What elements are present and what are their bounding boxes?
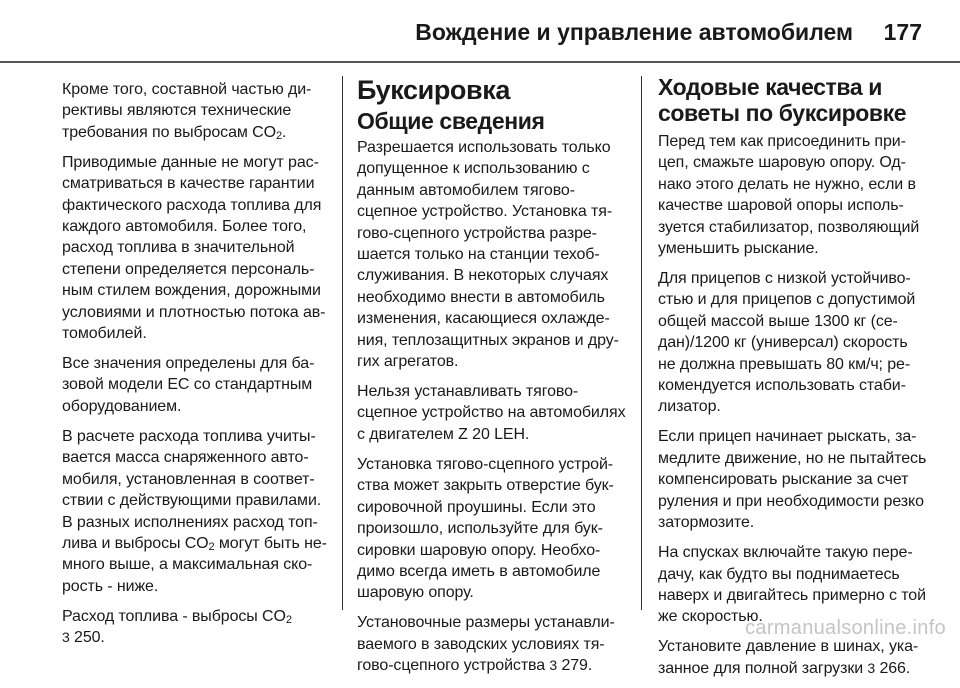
paragraph: Расход топлива - выбросы $CO_2$ [62,607,292,626]
arrow-icon[interactable]: 3 [867,659,876,676]
arrow-icon[interactable]: 3 [549,657,558,674]
paragraph: Разрешается использовать только допущенное к использованию с данным автомобилем тяговосцепное устройство. Установка тягово-сцепного устройства разрешается только на станции техобслуживания. В некоторых случаях необходимо внести в автомобиль изменения, касающиеся охлаждения, теплозащитных экранов и других агрегатов. [357,139,619,371]
paragraph: На спусках включайте такую передачу, как будто вы поднимаетесь наверх и двигайтесь примерно с той же скоростью. [658,544,926,626]
arrow-icon: 3 [62,629,70,646]
column-divider-2 [641,76,642,610]
page-title: Вождение и управление автомобилем [415,19,853,45]
column-2 [357,74,629,685]
paragraph: В расчете расхода топлива учитывается масса снаряженного автомобиля, установленная в соответствии с действующими правилами. В разных исполнениях расход топлива и выбросы $CO_2$ могут быть немного выше, а максимальная скорость - ниже. [62,427,327,595]
section-heading: Ходовые качества и советы по буксировке [658,74,907,126]
watermark: carmanualsonline.info [745,617,946,639]
paragraph: Нельзя устанавливать тяговосцепное устройство на автомобилях с двигателем Z 20 LEH. [357,383,626,443]
header-rule [0,61,960,63]
page-header [0,0,960,62]
page-number: 177 [883,19,922,45]
column-3 [658,74,928,688]
paragraph: Кроме того, составной частью директивы являются технические требования по выбросам $CO_2$. [62,81,312,142]
paragraph: Приводимые данные не могут рассматриваться в качестве гарантии фактического расхода топлива для каждого автомобиля. Более того, расход топлива в значительной степени определяется персональным стилем вождения, дорожными условиями и плотностью потока автомобилей. [62,153,326,343]
paragraph: Все значения определены для базовой модели ЕС со стандартным оборудованием. [62,355,315,415]
paragraph: Установка тягово-сцепного устройства может закрыть отверстие буксировочной проушины. Если это произошло, используйте для буксировки шаровую опору. Необходимо всегда иметь в автомобиле шаровую опору. [357,455,614,602]
page-reference-link[interactable]: 3 250. [62,629,105,647]
page-reference-link[interactable]: 279. [557,657,593,675]
paragraph: Для прицепов с низкой устойчивостью и для прицепов с допустимой общей массой выше 1300 кг (седан)/1200 кг (универсал) скорость не должна превышать 80 км/ч; рекомендуется использовать стабилизатор. [658,270,916,416]
subsection-heading: Общие сведения [357,108,545,134]
paragraph: Установите давление в шинах, указанное для полной загрузки 3 266. [658,638,919,677]
page-reference-link[interactable]: 266. [875,659,911,677]
paragraph: Если прицеп начинает рыскать, замедлите движение, но не пытайтесь компенсировать рыскание за счет руления и при необходимости резко затормозите. [658,428,927,532]
column-1 [62,79,332,657]
column-divider-1 [342,76,343,610]
section-heading: Буксировка [357,75,510,105]
paragraph: Перед тем как присоединить прицеп, смажьте шаровую опору. Однако этого делать не нужно, если в качестве шаровой опоры используется стабилизатор, позволяющий уменьшить рыскание. [658,133,920,258]
paragraph: Установочные размеры устанавливаемого в заводских условиях тягово-сцепного устройства 3 279. [357,614,615,675]
